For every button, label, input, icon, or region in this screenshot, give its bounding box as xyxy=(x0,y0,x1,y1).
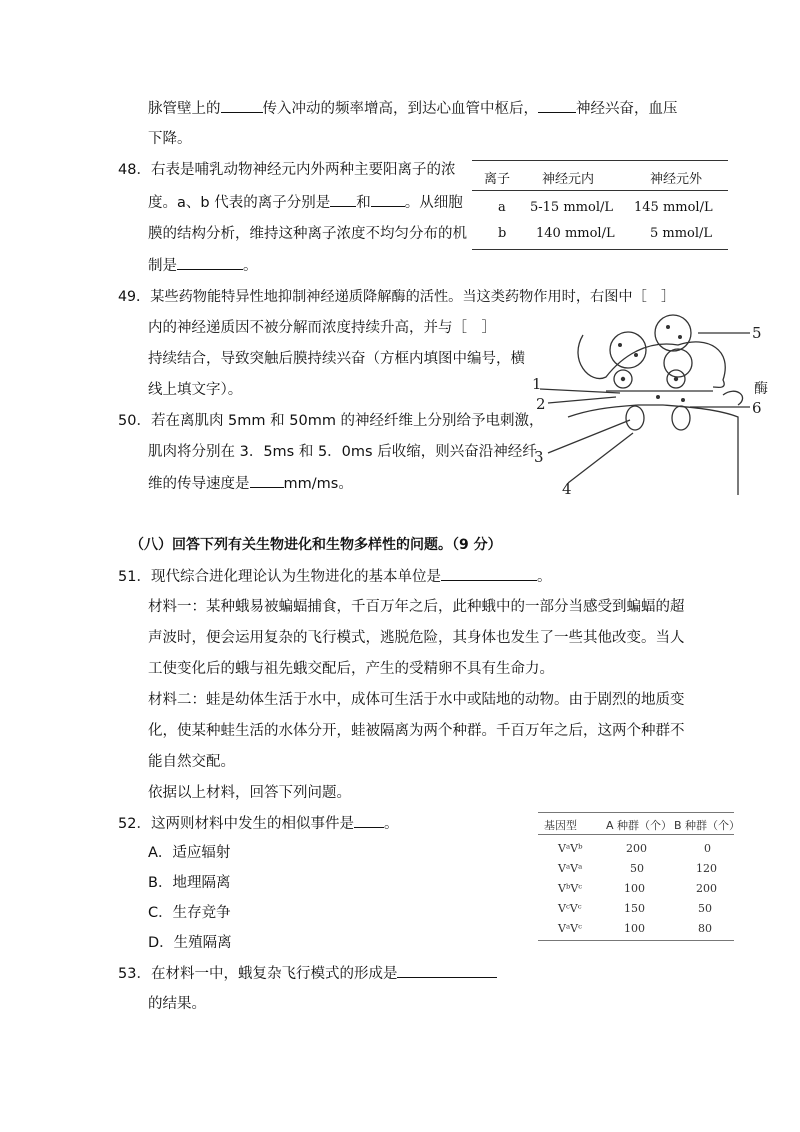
vesicle xyxy=(655,315,691,351)
instruction-line: 依据以上材料，回答下列问题。 xyxy=(148,785,351,801)
table-cell: b xyxy=(498,226,507,241)
table-rule xyxy=(472,190,728,191)
table-cell: 120 xyxy=(696,862,717,875)
option-c[interactable]: C．生存竞争 xyxy=(148,905,231,921)
table-rule xyxy=(472,249,728,250)
table-cell: 80 xyxy=(698,922,712,935)
option-d[interactable]: D．生殖隔离 xyxy=(148,935,232,951)
q53-line-1 xyxy=(118,963,497,984)
genotype-table xyxy=(538,812,741,942)
table-cell: 5-15 mmol/L xyxy=(530,200,613,215)
receptor xyxy=(672,406,690,430)
table-cell: 0 xyxy=(704,842,711,855)
table-header: 神经元内 xyxy=(542,172,595,187)
table-cell: 150 xyxy=(624,902,645,915)
figure-label-5: 5 xyxy=(752,324,762,342)
material-1-line-3: 工使变化后的蛾与祖先蛾交配后，产生的受精卵不具有生命力。 xyxy=(148,661,554,677)
table-header: 离子 xyxy=(484,172,511,187)
q50-line-2: 肌肉将分别在 3．5ms 和 5．0ms 后收缩，则兴奋沿神经纤 xyxy=(148,444,537,460)
q51-text-a: 51．现代综合进化理论认为生物进化的基本单位是 xyxy=(118,569,441,585)
table-cell: 200 xyxy=(696,882,717,895)
leader-line-2 xyxy=(548,397,616,403)
answer-blank xyxy=(354,813,384,828)
q53-line-2: 的结果。 xyxy=(148,996,206,1012)
table-header: B 种群（个） xyxy=(674,819,741,832)
q52-text-b: 。 xyxy=(383,816,399,832)
table-rule xyxy=(538,812,734,813)
q50-line-1: 50．若在离肌肉 5mm 和 50mm 的神经纤维上分别给予电刺激， xyxy=(118,413,544,429)
answer-blank xyxy=(397,963,497,978)
intro-text-a: 脉管壁上的 xyxy=(148,101,221,117)
material-2-line-3: 能自然交配。 xyxy=(148,754,235,770)
table-rule xyxy=(538,834,734,835)
vesicle xyxy=(664,349,692,377)
transmitter-dot xyxy=(666,325,670,329)
table-cell: 5 mmol/L xyxy=(650,226,713,241)
q49-line-2: 内的神经递质因不被分解而浓度持续升高，并与［ ］ xyxy=(148,320,496,336)
table-cell: VᵃVᵇ xyxy=(558,842,583,855)
figure-label-6: 6 xyxy=(752,399,762,417)
material-2-line-2: 化，使某种蛙生活的水体分开，蛙被隔离为两个种群。千百万年之后，这两个种群不 xyxy=(148,723,685,739)
q48-text-c: 。从细胞 xyxy=(404,195,463,211)
material-1-line-1: 材料一：某种蛾易被蝙蝠捕食，千百万年之后，此种蛾中的一部分当感受到蝙蝠的超 xyxy=(148,599,685,615)
answer-blank xyxy=(330,192,356,207)
figure-label-4: 4 xyxy=(562,480,572,498)
material-1-line-2: 声波时，便会运用复杂的飞行模式，逃脱危险，其身体也发生了一些其他改变。当人 xyxy=(148,630,685,646)
material-2-line-1: 材料二：蛙是幼体生活于水中，成体可生活于水中或陆地的动物。由于剧烈的地质变 xyxy=(148,692,685,708)
answer-blank xyxy=(538,98,576,113)
table-cell: 50 xyxy=(698,902,712,915)
synapse-diagram xyxy=(528,305,780,500)
enzyme-label: 酶 xyxy=(754,381,768,397)
q48-text-d: 制是 xyxy=(148,258,177,274)
transmitter-dot xyxy=(674,377,678,381)
transmitter-dot xyxy=(681,398,685,402)
q50-text-a: 维的传导速度是 xyxy=(148,476,250,492)
q50-text-b: mm/ms。 xyxy=(283,476,353,492)
option-a[interactable]: A．适应辐射 xyxy=(148,845,231,861)
q50-line-3 xyxy=(148,473,353,494)
table-rule xyxy=(538,940,734,941)
q52-text-a: 52．这两则材料中发生的相似事件是 xyxy=(118,816,354,832)
postsynaptic-membrane xyxy=(568,405,738,495)
table-cell: 50 xyxy=(630,862,644,875)
table-header: A 种群（个） xyxy=(606,819,673,832)
figure-label-2: 2 xyxy=(536,395,546,413)
answer-blank xyxy=(177,255,243,270)
answer-blank xyxy=(441,566,537,581)
table-cell: VᶜVᶜ xyxy=(558,902,582,915)
transmitter-dot xyxy=(678,335,682,339)
q49-line-1: 49．某些药物能特异性地抑制神经递质降解酶的活性。当这类药物作用时，右图中［ ］ xyxy=(118,289,676,305)
q48-line-3: 膜的结构分析，维持这种离子浓度不均匀分布的机 xyxy=(148,226,467,242)
q48-line-2 xyxy=(148,192,463,213)
transmitter-dot xyxy=(618,343,622,347)
leader-line-3 xyxy=(548,420,630,453)
q48-text-a: 度。a、b 代表的离子分别是 xyxy=(148,195,331,211)
transmitter-dot xyxy=(621,377,625,381)
table-cell: VᵃVᶜ xyxy=(558,922,582,935)
receptor xyxy=(626,406,644,430)
q48-line-1: 48．右表是哺乳动物神经元内外两种主要阳离子的浓 xyxy=(118,162,456,178)
table-cell: 200 xyxy=(626,842,647,855)
option-b[interactable]: B．地理隔离 xyxy=(148,875,231,891)
q51-line-1 xyxy=(118,566,551,587)
table-header: 基因型 xyxy=(544,819,577,832)
table-cell: 100 xyxy=(624,882,645,895)
table-cell: 145 mmol/L xyxy=(634,200,713,215)
table-cell: 100 xyxy=(624,922,645,935)
presynaptic-membrane xyxy=(578,335,725,387)
q51-text-b: 。 xyxy=(536,569,552,585)
q48-text-b: 和 xyxy=(356,195,371,211)
table-header: 神经元外 xyxy=(650,172,703,187)
answer-blank xyxy=(371,192,405,207)
section-heading: （八）回答下列有关生物进化和生物多样性的问题。（9 分） xyxy=(130,537,502,553)
figure-label-3: 3 xyxy=(534,448,544,466)
table-rule xyxy=(472,160,728,161)
answer-blank xyxy=(250,473,284,488)
table-cell: a xyxy=(498,200,506,215)
q48-line-4 xyxy=(148,255,258,276)
figure-label-1: 1 xyxy=(532,375,542,393)
intro-line-1 xyxy=(148,98,678,119)
intro-text-b: 传入冲动的频率增高，到达心血管中枢后， xyxy=(262,101,538,117)
table-cell: VᵃVᵃ xyxy=(558,862,583,875)
q49-line-3: 持续结合，导致突触后膜持续兴奋（方框内填图中编号，横 xyxy=(148,351,525,367)
q48-text-e: 。 xyxy=(243,258,258,274)
table-cell: VᵇVᶜ xyxy=(558,882,583,895)
q49-line-4: 线上填文字）。 xyxy=(148,382,243,398)
table-cell: 140 mmol/L xyxy=(536,226,615,241)
transmitter-dot xyxy=(634,353,638,357)
enzyme-shape xyxy=(723,391,743,405)
intro-text-c: 神经兴奋，血压 xyxy=(576,101,678,117)
ion-concentration-table xyxy=(472,160,728,250)
transmitter-dot xyxy=(656,395,660,399)
intro-line-2: 下降。 xyxy=(148,131,192,147)
answer-blank xyxy=(221,98,263,113)
q53-text-a: 53．在材料一中，蛾复杂飞行模式的形成是 xyxy=(118,966,398,982)
q52-line-1 xyxy=(118,813,398,834)
